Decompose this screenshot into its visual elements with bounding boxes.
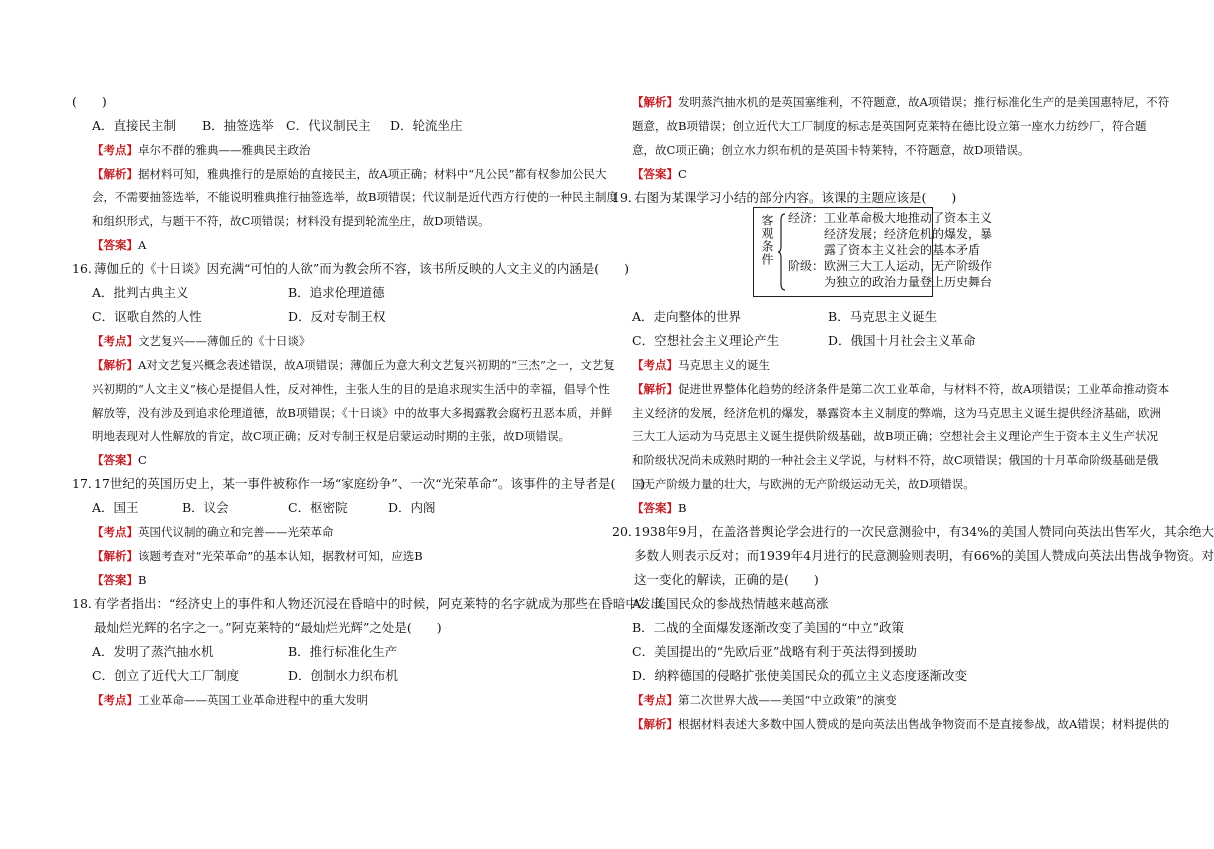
q16-stem: 16. 薄伽丘的《十日谈》因充满“可怕的人欲”而为教会所不容，该书所反映的人文主义的内涵是( ) <box>72 261 630 276</box>
q18-option-d: D．创制水力织布机 <box>288 668 399 683</box>
q19-option-c: C．空想社会主义理论产生 <box>632 333 780 348</box>
q17-option-a: A．国王 <box>92 500 139 515</box>
q17-answer: 【答案】B <box>92 573 147 587</box>
q15-option-a: A．直接民主制 <box>92 118 177 133</box>
q16-option-b: B．追求伦理道德 <box>288 285 385 300</box>
q20-option-d: D．纳粹德国的侵略扩张使美国民众的孤立主义态度逐渐改变 <box>632 668 968 683</box>
q15-option-d: D．轮流坐庄 <box>390 118 463 133</box>
q20-stem-line-1: 20．1938年9月，在盖洛普舆论学会进行的一次民意测验中，有34%的美国人赞同向英法出售军火，其余绝大 <box>612 524 1214 539</box>
q15-jiexi-line-3: 和组织形式，与题干不符，故C项错误；材料没有提到轮流坐庄，故D项错误。 <box>92 214 490 228</box>
q20-stem-line-3: 这一变化的解读，正确的是( ) <box>634 572 819 587</box>
figure-line-3: 露了资本主义社会的基本矛盾 <box>788 243 981 257</box>
q18-option-c: C．创立了近代大工厂制度 <box>92 668 240 683</box>
q19-summary-figure <box>753 207 993 297</box>
figure-line-2: 经济发展；经济危机的爆发，暴 <box>788 227 993 241</box>
q19-jiexi-line-5: 国无产阶级力量的壮大，与欧洲的无产阶级运动无关，故D项错误。 <box>632 477 975 491</box>
q15-option-b: B．抽签选举 <box>202 118 274 133</box>
q18-jiexi-line-3: 意，故C项正确；创立水力织布机的是英国卡特莱特，不符题意，故D项错误。 <box>632 143 1030 157</box>
figure-heading: 客观条件 <box>760 214 774 266</box>
q19-jiexi-line-3: 三大工人运动为马克思主义诞生提供阶级基础，故B项正确；空想社会主义理论产生于资本主义生产状况 <box>632 429 1158 443</box>
q18-jiexi-line-2: 题意，故B项错误；创立近代大工厂制度的标志是英国阿克莱特在德比设立第一座水力纺纱厂，符合题 <box>632 119 1147 133</box>
q19-option-d: D．俄国十月社会主义革命 <box>828 333 976 348</box>
q16-option-a: A．批判古典主义 <box>92 285 189 300</box>
q19-answer: 【答案】B <box>632 501 687 515</box>
q18-kaodian: 【考点】工业革命——英国工业革命进程中的重大发明 <box>92 693 368 707</box>
q20-option-c: C．美国提出的“先欧后亚”战略有利于英法得到援助 <box>632 644 917 659</box>
q20-stem-line-2: 多数人则表示反对；而1939年4月进行的民意测验则表明，有66%的美国人赞成向英法出售战争物资。对 <box>634 548 1214 563</box>
q18-option-b: B．推行标准化生产 <box>288 644 398 659</box>
q15-answer: 【答案】A <box>92 238 147 252</box>
q19-jiexi-line-4: 和阶级状况尚未成熟时期的一种社会主义学说，与材料不符，故C项错误；俄国的十月革命阶级基础是俄 <box>632 453 1159 467</box>
q16-jiexi-line-4: 明地表现对人性解放的肯定，故C项正确；反对专制王权是启蒙运动时期的主张，故D项错误。 <box>92 429 571 443</box>
q18-answer: 【答案】C <box>632 167 687 181</box>
q15-jiexi-line-1: 【解析】据材料可知，雅典推行的是原始的直接民主，故A项正确；材料中“凡公民”都有权参加公民大 <box>92 167 607 181</box>
figure-line-5: 为独立的政治力量登上历史舞台 <box>788 275 993 289</box>
q16-option-d: D．反对专制王权 <box>288 309 386 324</box>
brace-icon <box>778 212 786 292</box>
q20-jiexi-line-1: 【解析】根据材料表述大多数中国人赞成的是向英法出售战争物资而不是直接参战，故A错误；材料提供的 <box>632 717 1170 731</box>
figure-line-4: 阶级：欧洲三大工人运动，无产阶级作 <box>788 259 993 273</box>
q17-option-c: C．枢密院 <box>288 500 348 515</box>
q18-option-a: A．发明了蒸汽抽水机 <box>92 644 214 659</box>
q19-jiexi-line-2: 主义经济的发展，经济危机的爆发，暴露资本主义制度的弊端，这为马克思主义诞生提供经济基础，欧洲 <box>632 406 1161 420</box>
q19-option-b: B．马克思主义诞生 <box>828 309 938 324</box>
q15-kaodian: 【考点】卓尔不群的雅典——雅典民主政治 <box>92 143 311 157</box>
q17-option-b: B．议会 <box>182 500 229 515</box>
q16-jiexi-line-3: 解放等，没有涉及到追求伦理道德，故B项错误；《十日谈》中的故事大多揭露教会腐朽丑恶本质，并鲜 <box>92 406 613 420</box>
q20-option-b: B．二战的全面爆发逐渐改变了美国的“中立”政策 <box>632 620 904 635</box>
q18-stem-line-2: 最灿烂光辉的名字之一。”阿克莱特的“最灿烂光辉”之处是( ) <box>94 620 442 635</box>
q16-option-c: C．讴歌自然的人性 <box>92 309 202 324</box>
q19-jiexi-line-1: 【解析】促进世界整体化趋势的经济条件是第二次工业革命，与材料不符，故A项错误；工业革命推动资本 <box>632 382 1170 396</box>
q19-stem: 19．右图为某课学习小结的部分内容。该课的主题应该是( ) <box>612 190 957 205</box>
figure-line-1: 经济：工业革命极大地推动了资本主义 <box>788 211 993 225</box>
q19-kaodian: 【考点】马克思主义的诞生 <box>632 358 770 372</box>
q17-jiexi: 【解析】该题考查对“光荣革命”的基本认知，据教材可知，应选B <box>92 549 423 563</box>
q18-stem-line-1: 18．有学者指出：“经济史上的事件和人物还沉浸在昏暗中的时候，阿克莱特的名字就成为那些在昏暗中发出 <box>72 596 663 611</box>
q19-option-a: A．走向整体的世界 <box>632 309 742 324</box>
q16-jiexi-line-2: 兴初期的“人文主义”核心是提倡人性，反对神性，主张人生的目的是追求现实生活中的幸福，倡导个性 <box>92 382 610 396</box>
q20-kaodian: 【考点】第二次世界大战——美国“中立政策”的演变 <box>632 693 897 707</box>
q17-stem: 17．17世纪的英国历史上，某一事件被称作一场“家庭纷争”、一次“光荣革命”。该事件的主导者是( ) <box>72 476 646 491</box>
q16-kaodian: 【考点】文艺复兴——薄伽丘的《十日谈》 <box>92 334 311 348</box>
q18-jiexi-line-1: 【解析】发明蒸汽抽水机的是英国塞维利，不符题意，故A项错误；推行标准化生产的是美国惠特尼，不符 <box>632 95 1170 109</box>
q15-option-c: C．代议制民主 <box>286 118 371 133</box>
q17-option-d: D．内阁 <box>388 500 436 515</box>
q17-kaodian: 【考点】英国代议制的确立和完善——光荣革命 <box>92 525 334 539</box>
q16-jiexi-line-1: 【解析】A对文艺复兴概念表述错误，故A项错误；薄伽丘为意大利文艺复兴初期的“三杰”之一，文艺复 <box>92 358 615 372</box>
q15-jiexi-line-2: 会，不需要抽签选举，不能说明雅典推行抽签选举，故B项错误；代议制是近代西方行使的一种民主制度 <box>92 190 618 204</box>
q20-option-a: A．美国民众的参战热情越来越高涨 <box>632 596 829 611</box>
q15-paren: ( ) <box>72 94 107 109</box>
q16-answer: 【答案】C <box>92 453 147 467</box>
